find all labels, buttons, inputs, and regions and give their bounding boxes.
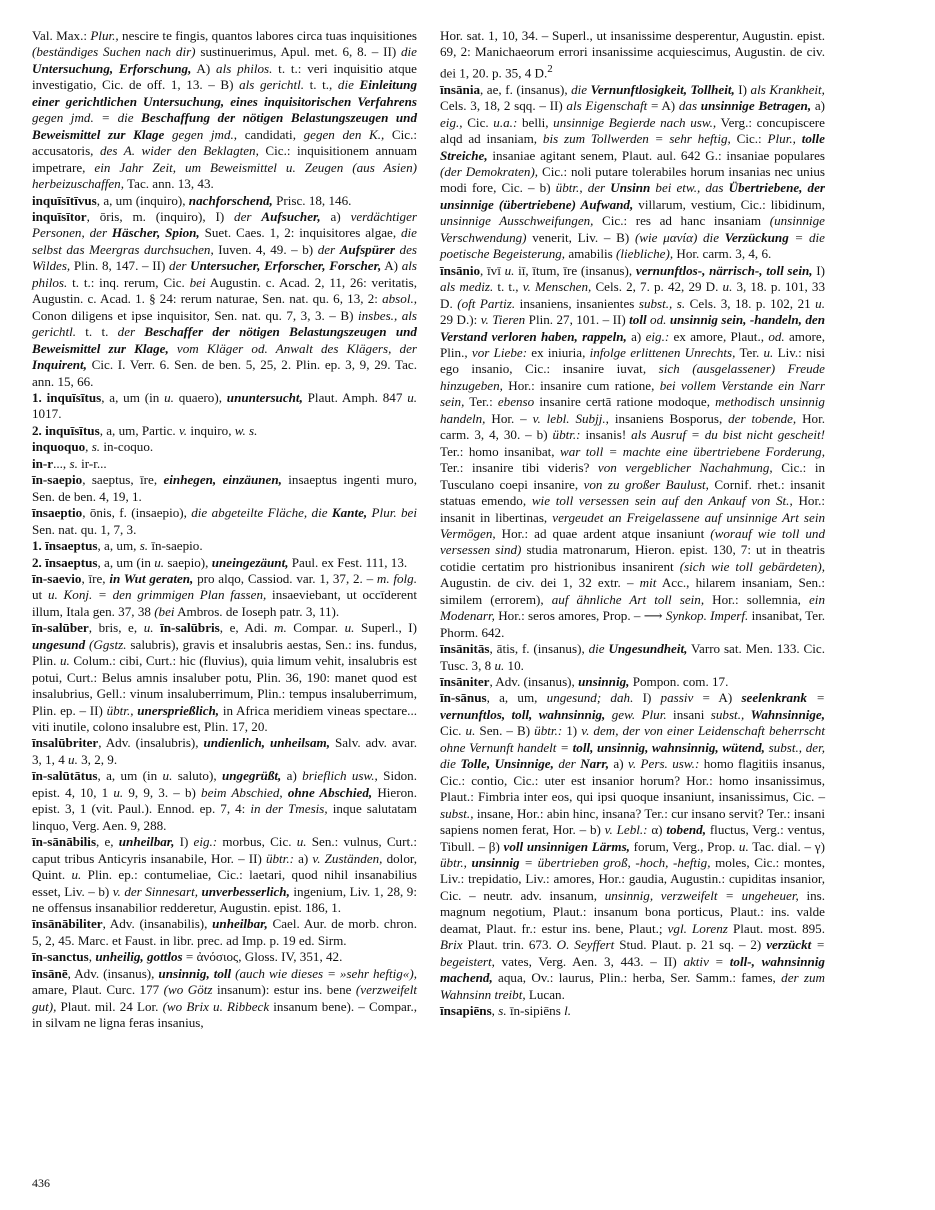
dictionary-entry: Hor. sat. 1, 10, 34. – Superl., ut insanissime desperentur, Augustin. epist. 69, 2: Manichaeorum errori insanissime acquiescimus, Augustin. de civ. dei 1, 20. p. 35, 4 D.$^2$ bbox=[440, 28, 825, 81]
dictionary-entry: īn-saepio, saeptus, īre, einhegen, einzäunen, insaeptus ingenti muro, Sen. de ben. 4, 19, 1. bbox=[32, 472, 417, 504]
dictionary-entry: īnsaeptio, ōnis, f. (insaepio), die abgeteilte Fläche, die Kante, Plur. bei Sen. nat. qu. 1, 7, 3. bbox=[32, 505, 417, 537]
dictionary-entry: 2. inquīsītus, a, um, Partic. v. inquiro, w. s. bbox=[32, 422, 258, 438]
dictionary-entry: inquīsītīvus, a, um (inquiro), nachforschend, Prisc. 18, 146. bbox=[32, 192, 352, 208]
dictionary-entry: īnsānābiliter, Adv. (insanabilis), unheilbar, Cael. Aur. de morb. chron. 5, 2, 45. Marc. et Faust. in libr. prec. ad Imp. p. 19 ed. Sirm. bbox=[32, 916, 417, 948]
dictionary-entry: īnsānē, Adv. (insanus), unsinnig, toll (auch wie dieses = »sehr heftig«), amare, Plaut. Curc. 177 (wo Götz insanum): estur ins. bene (verzweifelt gut), Plaut. mil. 24 Lor. (wo Brix u. Ribbeck insanum bene). – Compar., in silvam ne ligna feras insanius, bbox=[32, 965, 417, 1031]
dictionary-entry: īnsapiēns, s. īn-sipiēns l. bbox=[440, 1003, 571, 1019]
dictionary-entry: īn-sānus, a, um, ungesund; dah. I) passiv = A) seelenkrank = vernunftlos, toll, wahnsinnig, gew. Plur. insani subst., Wahnsinnige, Cic. u. Sen. – B) übtr.: 1) v. dem, der von einer Leidenschaft beherrscht ohne Vernunft handelt = toll, unsinnig, wahnsinnig, wütend, subst., der, die Tolle, Unsinnige, der Narr, a) v. Pers. usw.: homo flagitiis insanus, Cic.: contio, Cic.: uter est insanior horum? Hor.: homo insanissimus, Plaut.: Fimbria inter eos, qui ipsi quoque insaniunt, insanissimus, Cic. – subst., insane, Hor.: abin hinc, insana? Ter.: cur insano servit? Ter.: insani sapiens nomen ferat, Hor. – b) v. Lebl.: α) tobend, fluctus, Verg.: ventus, Tibull. – β) voll unsinnigen Lärms, forum, Verg., Prop. u. Tac. dial. – γ) übtr., unsinnig = übertrieben groß, -hoch, -heftig, moles, Cic.: montes, Liv.: trepidatio, Liv.: amores, Hor.: gaudia, Augustin.: cupiditas insanior, Cic. – neutr. adv. insanum, unsinnig, verzweifelt = ungeheuer, ins. magnum negotium, Plaut.: insanum bona porticus, Plaut.: ins. valde deamat, Plaut. fr.: estur ins. bene, Plaut.; vgl. Lorenz Plaut. most. 895. Brix Plaut. trin. 673. O. Seyffert Stud. Plaut. p. 21 sq. – 2) verzückt = begeistert, vates, Verg. Aen. 3, 443. – II) aktiv = toll-, wahnsinnig machend, aqua, Ov.: laurus, Plin.: herba, Ser. Samm.: fames, der zum Wahnsinn treibt, Lucan. bbox=[440, 690, 826, 1002]
right-column bbox=[440, 28, 825, 1020]
dictionary-entry: 2. īnsaeptus, a, um (in u. saepio), uneingezäunt, Paul. ex Fest. 111, 13. bbox=[32, 554, 408, 570]
dictionary-entry: īnsalūbriter, Adv. (insalubris), undienlich, unheilsam, Salv. adv. avar. 3, 1, 4 u. 3, 2, 9. bbox=[32, 735, 417, 767]
dictionary-entry: īn-salūtātus, a, um (in u. saluto), ungegrüßt, a) brieflich usw., Sidon. epist. 4, 10, 1 u. 9, 9, 3. – b) beim Abschied, ohne Abschied, Hieron. epist. 3, 1 (vit. Paul.). Ennod. ep. 7, 4: in der Tmesis, inque salutatam linquo, Verg. Aen. 9, 288. bbox=[32, 768, 418, 833]
dictionary-entry: īn-sanctus, unheilig, gottlos = ἀνόσιος, Gloss. IV, 351, 42. bbox=[32, 949, 343, 965]
dictionary-entry: in-r..., s. ir-r... bbox=[32, 455, 107, 471]
left-column bbox=[32, 28, 417, 1032]
page-number: 436 bbox=[32, 1176, 50, 1190]
dictionary-entry: īnsānia, ae, f. (insanus), die Vernunftlosigkeit, Tollheit, I) als Krankheit, Cels. 3, 18, 2 sqq. – II) als Eigenschaft = A) das unsinnige Betragen, a) eig., Cic. u.a.: belli, unsinnige Begierde nach usw., Verg.: concupiscere alqd ad insaniam, bis zum Tollwerden = sehr heftig, Cic.: Plur., tolle Streiche, insaniae agitant senem, Plaut. aul. 642 G.: insaniae populares (der Demokraten), Cic.: noli putare tolerabiles horum insanias nec unius modi fore, Cic. – b) übtr., der Unsinn bei etw., das Übertriebene, der unsinnige (übertriebene) Aufwand, villarum, vestium, Cic.: libidinum, unsinnige Ausschweifungen, Cic.: res ad hanc insaniam (unsinnige Verschwendung) venerit, Liv. – B) (wie μανία) die Verzückung = die poetische Begeisterung, amabilis (liebliche), Hor. carm. 3, 4, 6. bbox=[440, 81, 826, 262]
dictionary-entry: īn-sānābilis, e, unheilbar, I) eig.: morbus, Cic. u. Sen.: vulnus, Curt.: caput tribus Anticyris insanabile, Hor. – II) übtr.: a) v. Zuständen, dolor, Quint. u. Plin. ep.: contumeliae, Cic.: laetari, quod nihil insanabilius esset, Liv. – b) v. der Sinnesart, unverbesserlich, ingenium, Liv. 1, 28, 9: ne offensus insanabilior redderetur, Augustin. epist. 186, 1. bbox=[32, 834, 418, 916]
dictionary-entry: īnsāniter, Adv. (insanus), unsinnig, Pompon. com. 17. bbox=[440, 674, 729, 690]
dictionary-entry: īn-saevio, īre, in Wut geraten, pro alqo, Cassiod. var. 1, 37, 2. – m. folg. ut u. Konj. = den grimmigen Plan fassen, insaeviebant, ut occīderent illum, Itala gen. 37, 38 (bei Ambros. de Ioseph patr. 3, 11). bbox=[32, 570, 417, 619]
dictionary-entry: Val. Max.: Plur., nescire te fingis, quantos labores circa tuas inquisitiones (beständiges Suchen nach dir) sustinuerimus, Apul. met. 6, 8. – II) die Untersuchung, Erforschung, A) als philos. t. t.: veri inquisitio atque investigatio, Cic. de off. 1, 13. – B) als gerichtl. t. t., die Einleitung einer gerichtlichen Untersuchung, eines inquisitorischen Verfahrens gegen jmd. = die Beschaffung der nötigen Belastungszeugen und Beweismittel zur Klage gegen jmd., candidati, gegen den K., Cic.: accusatoris, des A. wider den Beklagten, Cic.: inquisitionem annuam impetrare, ein Jahr Zeit, um Beweismittel u. Zeugen (aus Asien) herbeizuschaffen, Tac. ann. 13, 43. bbox=[32, 28, 418, 192]
dictionary-entry: īnsānitās, ātis, f. (insanus), die Ungesundheit, Varro sat. Men. 133. Cic. Tusc. 3, 8 u. 10. bbox=[440, 641, 825, 673]
dictionary-entry: 1. īnsaeptus, a, um, s. īn-saepio. bbox=[32, 538, 203, 554]
dictionary-entry: inquīsītor, ōris, m. (inquiro), I) der Aufsucher, a) verdächtiger Personen, der Häscher, Spion, Suet. Caes. 1, 2: inquisitores algae, die selbst das Meergras durchsuchen, Iuven. 4, 49. – b) der Aufspürer des Wildes, Plin. 8, 147. – II) der Untersucher, Erforscher, Forscher, A) als philos. t. t.: inq. rerum, Cic. bei Augustin. c. Acad. 2, 11, 26: veritatis, Augustin. c. Acad. 1. § 24: rerum naturae, Sen. nat. qu. 6, 13, 2: absol., Conon diligens et ipse inquisitor, Sen. nat. qu. 7, 3, 3. – B) insbes., als gerichtl. t. t. der Beschaffer der nötigen Belastungszeugen und Beweismittel zur Klage, vom Kläger od. Anwalt des Klägers, der Inquirent, Cic. I. Verr. 6. Sen. de ben. 5, 25, 2. Plin. ep. 3, 9, 29. Tac. ann. 15, 66. bbox=[32, 208, 418, 389]
dictionary-entry: inquoquo, s. in-coquo. bbox=[32, 439, 154, 455]
dictionary-entry: 1. inquīsītus, a, um (in u. quaero), ununtersucht, Plaut. Amph. 847 u. 1017. bbox=[32, 389, 418, 422]
dictionary-entry: īn-salūber, bris, e, u. īn-salūbris, e, Adi. m. Compar. u. Superl., I) ungesund (Ggstz. salubris), gravis et insalubris aestas, Sen.: ins. fundus, Plin. u. Colum.: cibi, Curt.: hic (fluvius), quia limum vehit, insalubris est potui, Curt.: Belus amnis insaluber potu, Plin. 36, 190: manet quod est insalubrius, Gell.: vinum insaluberrimum, Plin.: tempus insaluberrimum, Plin. ep. – II) übtr., unersprießlich, in Africa meridiem vineas spectare... viti inutile, colono insalubre est, Plin. 17, 20. bbox=[32, 620, 417, 735]
dictionary-entry: īnsānio, īvī u. iī, ītum, īre (insanus), vernunftlos-, närrisch-, toll sein, I) als mediz. t. t., v. Menschen, Cels. 2, 7. p. 42, 29 D. u. 3, 18. p. 101, 33 D. (oft Partiz. insaniens, insanientes subst., s. Cels. 3, 18. p. 102, 21 u. 29 D.): v. Tieren Plin. 27, 101. – II) toll od. unsinnig sein, -handeln, den Verstand verloren haben, rappeln, a) eig.: ex amore, Plaut., od. amore, Plin., vor Liebe: ex iniuria, infolge erlittenen Unrechts, Ter. u. Liv.: nisi ego insanio, Cic.: insanire iuvat, sich (ausgelassener) Freude hinzugeben, Hor.: insanire cum ratione, bei vollem Verstande ein Narr sein, Ter.: ebenso insanire certā ratione modoque, methodisch unsinnig handeln, Hor. – v. lebl. Subjj., insaniens Bosporus, der tobende, Hor. carm. 3, 4, 30. – b) übtr.: insanis! als Ausruf = du bist nicht gescheit! Ter.: homo insanibat, war toll = machte eine übertriebene Forderung, Ter.: insanire tibi videris? von vergeblicher Nachahmung, Cic.: in Tusculano coepi insanire, von zu großer Baulust, Cornif. rhet.: insanit statuas emendo, wie toll versessen sein auf den Ankauf von St., Hor.: insanit in libertinas, vergeudet an Freigelassene auf unsinnige Art sein Vermögen, Hor.: ad quae ardent atque insaniunt (worauf wie toll und versessen sind) studia matronarum, Hieron. epist. 130, 7: ut in theatris cotidie certatim pro histrionibus insanirent (sich wie toll gebärdeten), Augustin. de civ. dei 1, 32 extr. – mit Acc., hilarem insaniam, Sen.: similem (errorem), auf ähnliche Art toll sein, Hor.: sollemnia, ein Modenarr, Hor.: seros amores, Prop. – ⟶ Synkop. Imperf. insanibat, Ter. Phorm. 642. bbox=[440, 262, 826, 640]
